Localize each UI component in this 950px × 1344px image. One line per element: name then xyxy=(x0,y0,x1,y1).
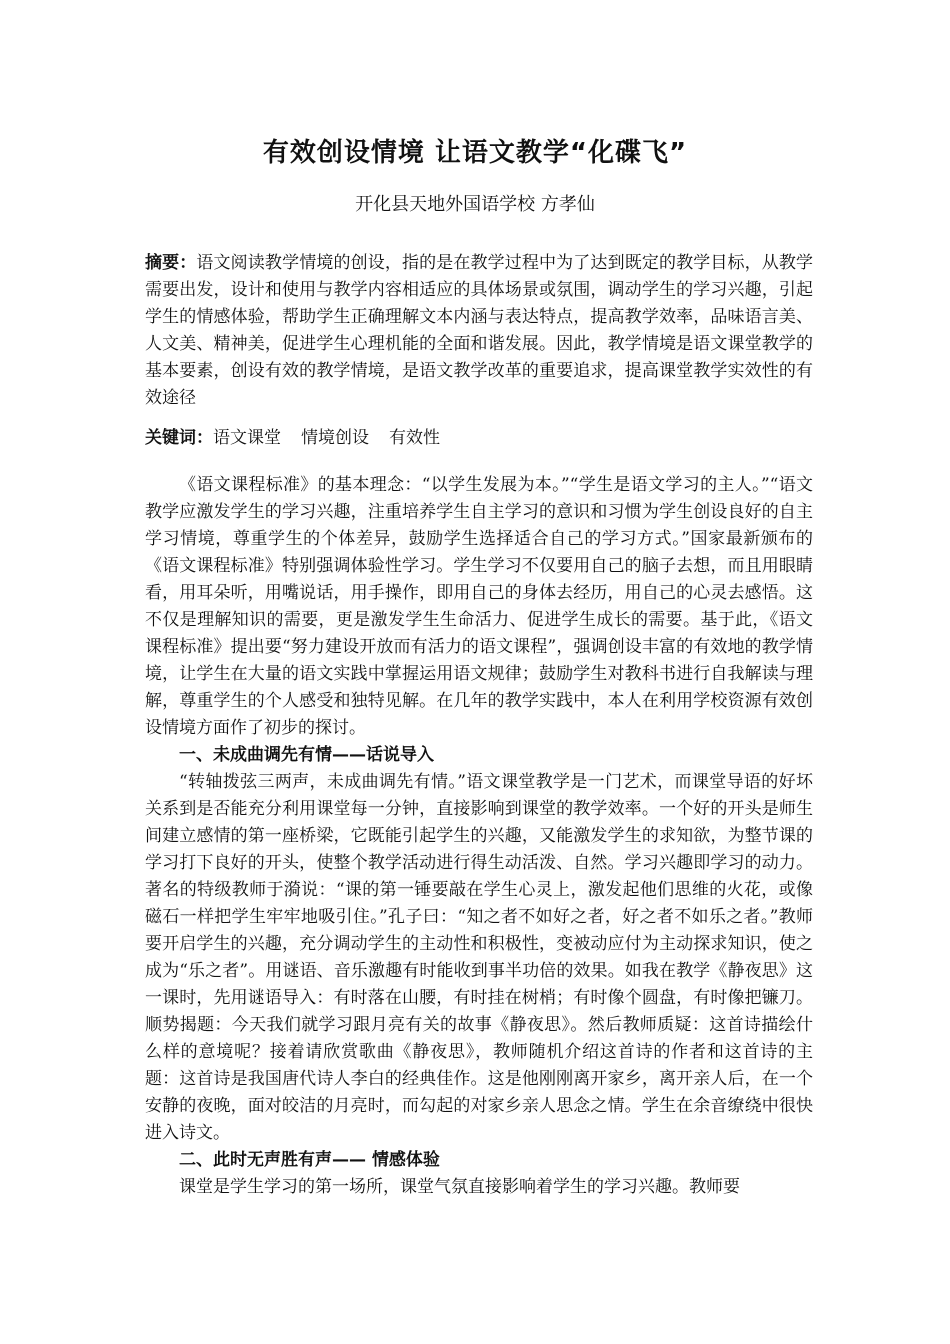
section-1-paragraph: “转轴拨弦三两声，未成曲调先有情。”语文课堂教学是一门艺术，而课堂导语的好坏关系到是否能充分利用课堂每一分钟，直接影响到课堂的教学效率。一个好的开头是师生间建立感情的第一座桥梁，它既能引起学生的兴趣，又能激发学生的求知欲，为整节课的学习打下良好的开头，使整个教学活动进行得生动活泼、自然。学习兴趣即学习的动力。著名的特级教师于漪说：“课的第一锤要敲在学生心灵上，激发起他们思维的火花，或像磁石一样把学生牢牢地吸引住。”孔子曰：“知之者不如好之者，好之者不如乐之者。”教师要开启学生的兴趣，充分调动学生的主动性和积极性，变被动应付为主动探求知识，使之成为“乐之者”。用谜语、音乐激趣有时能收到事半功倍的效果。如我在教学《静夜思》这一课时，先用谜语导入：有时落在山腰，有时挂在树梢；有时像个圆盘，有时像把镰刀。顺势揭题：今天我们就学习跟月亮有关的故事《静夜思》。然后教师质疑：这首诗描绘什么样的意境呢？接着请欣赏歌曲《静夜思》，教师随机介绍这首诗的作者和这首诗的主题：这首诗是我国唐代诗人李白的经典佳作。这是他刚刚离开家乡，离开亲人后，在一个安静的夜晚，面对皎洁的月亮时，而勾起的对家乡亲人思念之情。学生在余音缭绕中很快进入诗文。 xyxy=(145,772,813,1143)
abstract-text: 语文阅读教学情境的创设，指的是在教学过程中为了达到既定的教学目标，从教学需要出发，设计和使用与教学内容相适应的具体场景或氛围，调动学生的学习兴趣，引起学生的情感体验，帮助学生正确理解文本内涵与表达特点，提高教学效率，品味语言美、人文美、精神美，促进学生心理机能的全面和谐发展。因此，教学情境是语文课堂教学的基本要素，创设有效的教学情境，是语文教学改革的重要追求，提高课堂教学实效性的有效途径 xyxy=(145,253,814,408)
section-2-paragraph: 课堂是学生学习的第一场所，课堂气氛直接影响着学生的学习兴趣。教师要 xyxy=(179,1177,740,1197)
intro-paragraph: 《语文课程标准》的基本理念：“以学生发展为本。”“学生是语文学习的主人。”“语文教学应激发学生的学习兴趣，注重培养学生自主学习的意识和习惯为学生创设良好的自主学习情境，尊重学生的个体差异，鼓励学生选择适合自己的学习方式。”国家最新颁布的《语文课程标准》特别强调体验性学习。学生学习不仅要用自己的脑子去想，而且用眼睛看，用耳朵听，用嘴说话，用手操作，即用自己的身体去经历，用自己的心灵去感悟。这不仅是理解知识的需要，更是激发学生生命活力、促进学生成长的需要。基于此，《语文课程标准》提出要“努力建设开放而有活力的语文课程”，强调创设丰富的有效地的教学情境，让学生在大量的语文实践中掌握运用语文规律；鼓励学生对教科书进行自我解读与理解，尊重学生的个人感受和独特见解。在几年的教学实践中，本人在利用学校资源有效创设情境方面作了初步的探讨。 xyxy=(145,475,813,738)
keywords-line xyxy=(145,425,813,452)
keywords-block xyxy=(145,425,813,452)
author-line: 开化县天地外国语学校 方孝仙 xyxy=(355,194,595,215)
section-heading-2: 二、此时无声胜有声—— 情感体验 xyxy=(179,1150,440,1170)
main-text xyxy=(145,472,813,1201)
abstract-label: 摘要： xyxy=(145,253,197,273)
section-heading-1: 一、未成曲调先有情——话说导入 xyxy=(179,745,434,765)
keyword-item: 有效性 xyxy=(389,428,440,448)
keyword-item: 情境创设 xyxy=(301,428,369,448)
abstract-block xyxy=(145,250,813,412)
keyword-item: 语文课堂 xyxy=(213,428,281,448)
abstract-paragraph xyxy=(145,250,813,412)
keywords-label: 关键词： xyxy=(145,428,213,448)
document-title: 有效创设情境 让语文教学“化碟飞” xyxy=(262,138,688,168)
